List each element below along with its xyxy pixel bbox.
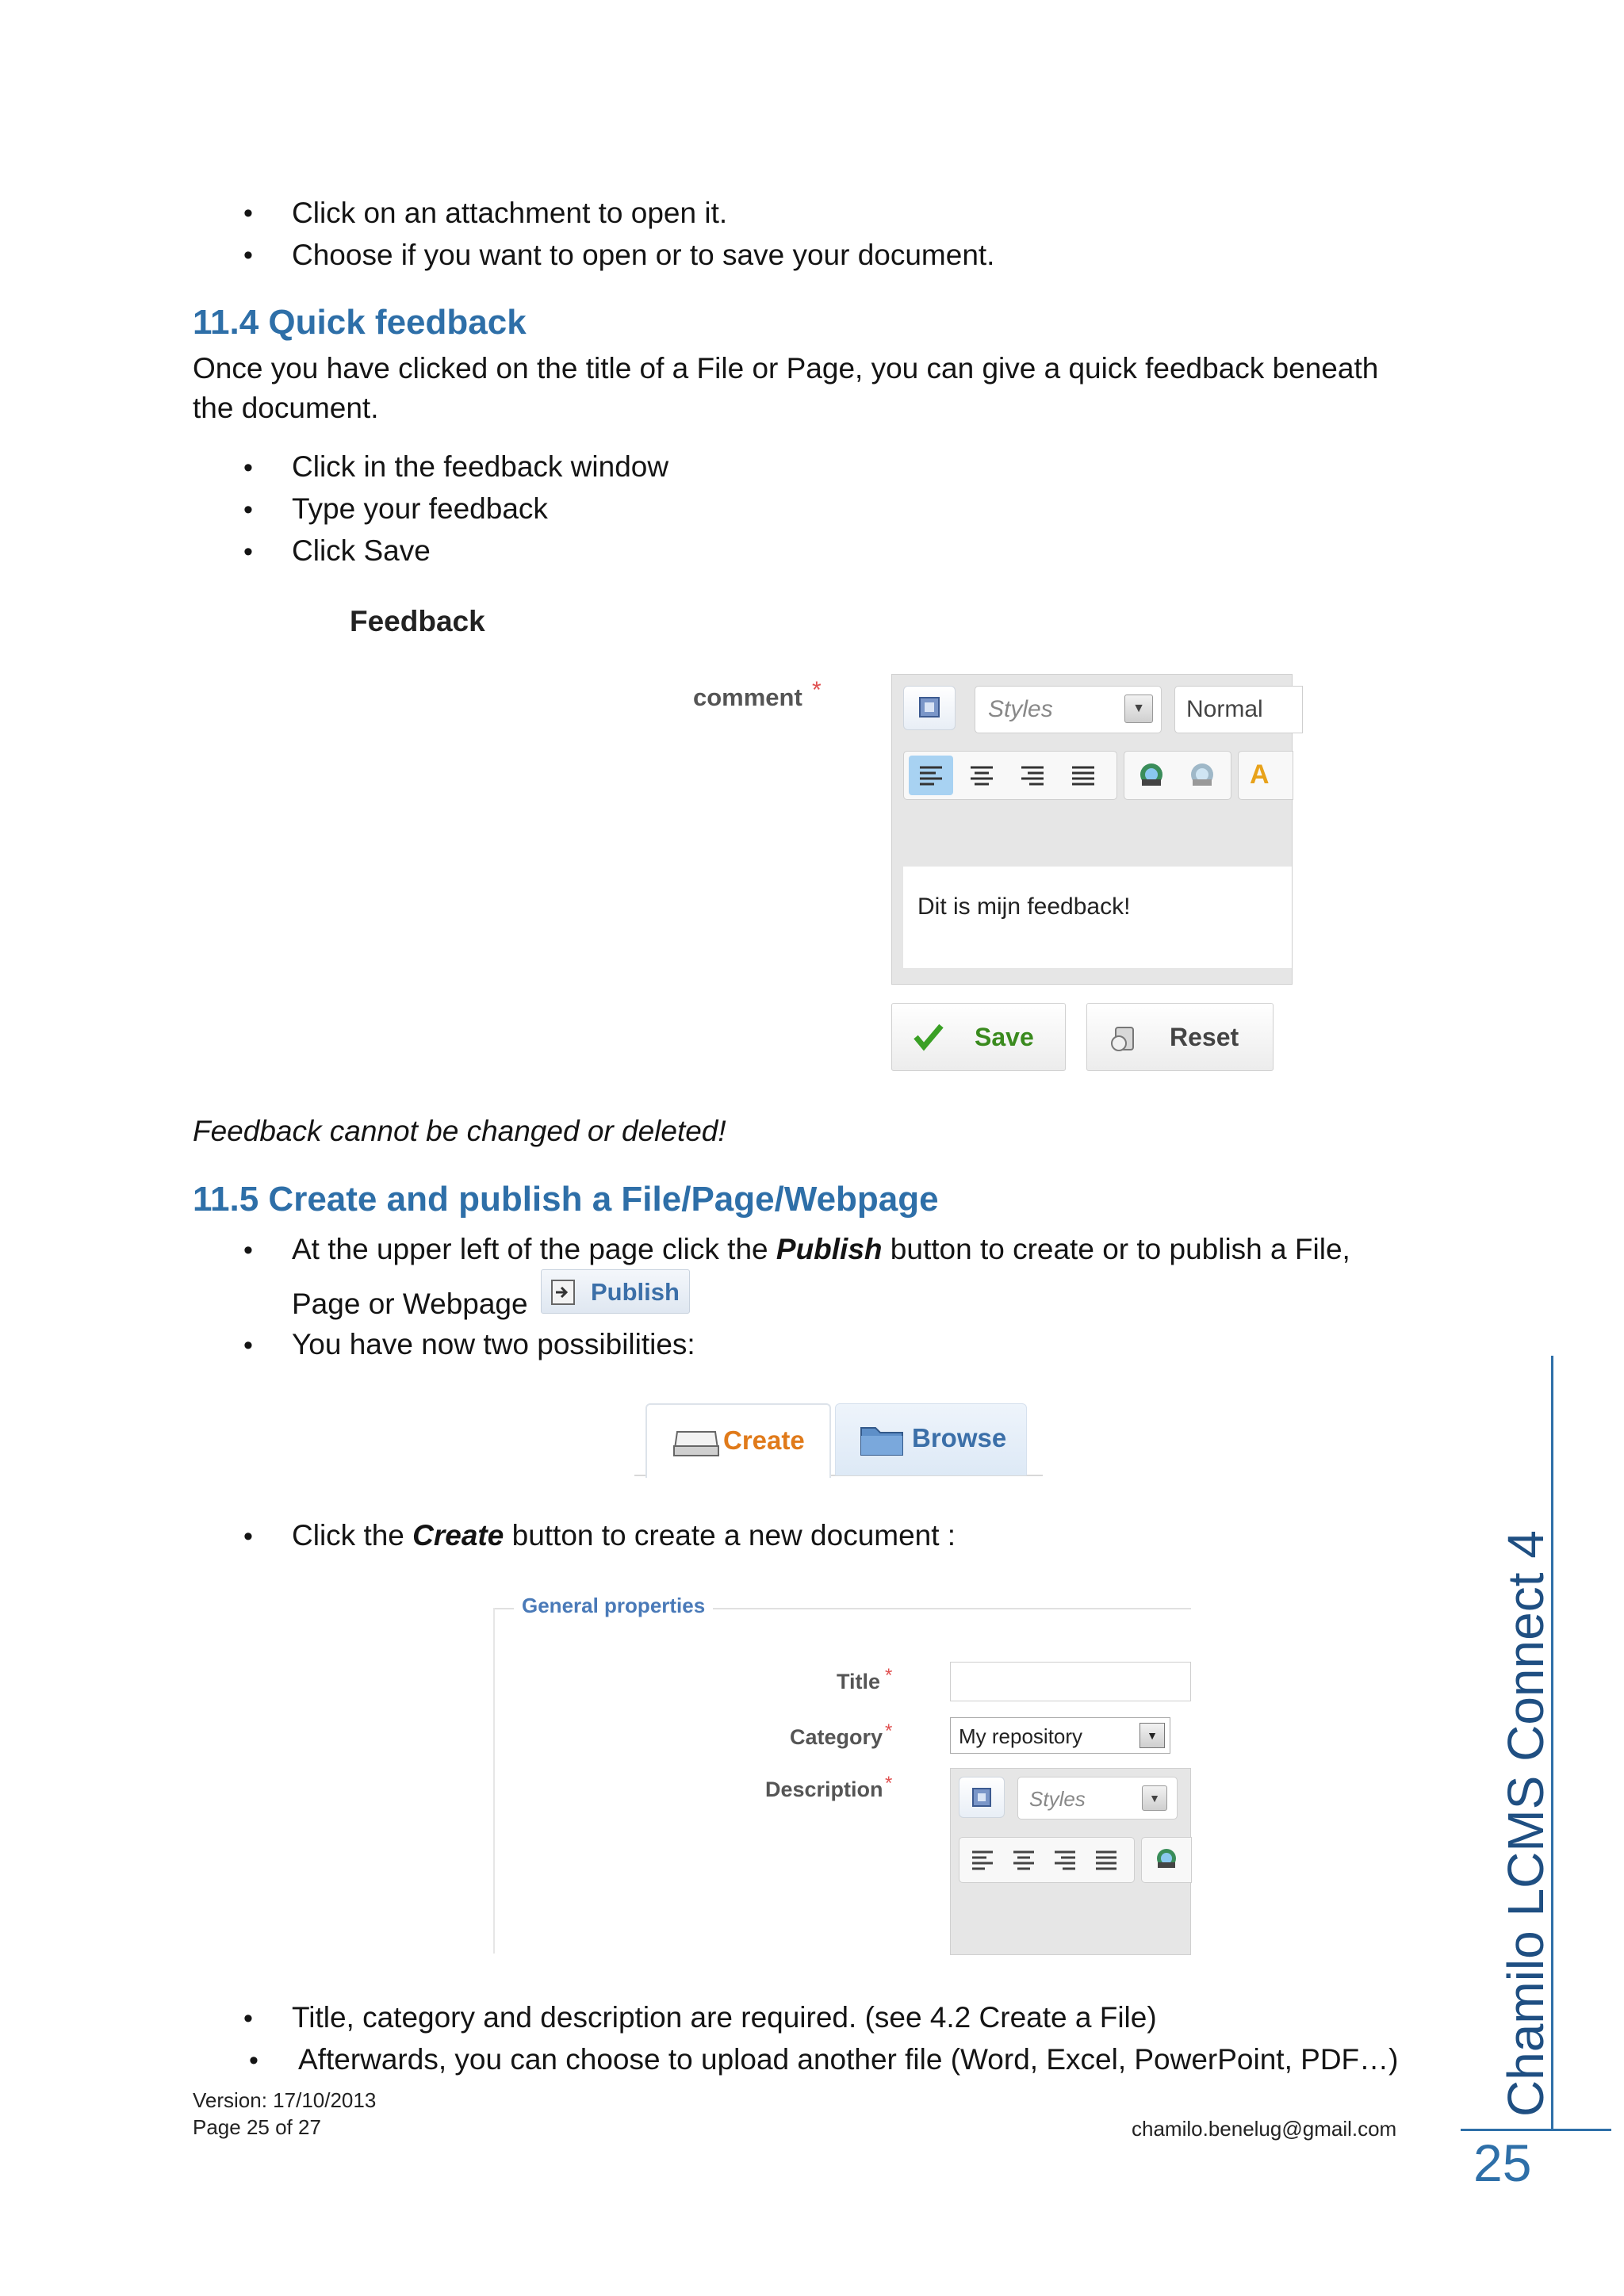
link-group bbox=[1141, 1837, 1192, 1883]
chevron-down-icon[interactable]: ▼ bbox=[1142, 1785, 1167, 1811]
format-value: Normal bbox=[1186, 696, 1263, 722]
tab-browse[interactable] bbox=[835, 1403, 1027, 1475]
align-justify-icon[interactable] bbox=[1061, 756, 1105, 795]
checkmark-icon bbox=[913, 1023, 944, 1051]
bullet-text: You have now two possibilities: bbox=[292, 1328, 695, 1360]
text-color-icon[interactable]: A bbox=[1250, 760, 1270, 790]
fieldset-border-left bbox=[493, 1608, 495, 1954]
category-label: Category bbox=[790, 1725, 883, 1749]
link-group bbox=[1124, 751, 1231, 800]
required-star: * bbox=[885, 1773, 893, 1794]
chevron-down-icon[interactable]: ▼ bbox=[1124, 695, 1153, 723]
publish-emphasis: Publish bbox=[776, 1233, 883, 1265]
format-dropdown[interactable] bbox=[1174, 686, 1303, 733]
source-button[interactable] bbox=[903, 686, 956, 730]
fieldset-legend: General properties bbox=[514, 1594, 713, 1618]
align-right-icon[interactable] bbox=[1045, 1841, 1085, 1877]
required-star: * bbox=[885, 1720, 893, 1742]
footer-email: chamilo.benelug@gmail.com bbox=[1132, 2117, 1397, 2141]
description-label: Description bbox=[765, 1777, 883, 1801]
reset-icon bbox=[1108, 1021, 1139, 1053]
required-star: * bbox=[812, 677, 822, 703]
tab-create-label: Create bbox=[723, 1425, 805, 1455]
drive-icon bbox=[672, 1425, 720, 1460]
reset-button[interactable] bbox=[1086, 1003, 1274, 1071]
paragraph-line: Once you have clicked on the title of a File or Page, you can give a quick feedback beneath bbox=[193, 352, 1379, 385]
category-select[interactable] bbox=[950, 1717, 1170, 1754]
editor-content-area[interactable] bbox=[903, 867, 1292, 968]
footer-page: Page 25 of 27 bbox=[193, 2115, 321, 2139]
bullet-text: Type your feedback bbox=[292, 492, 548, 525]
bullet-text: At the upper left of the page click the Publish button to create or to publish a File, bbox=[292, 1233, 1350, 1265]
bullet-text: Click the Create button to create a new document : bbox=[292, 1519, 956, 1552]
alignment-group bbox=[903, 751, 1117, 800]
publish-label: Publish bbox=[591, 1278, 680, 1306]
source-button[interactable] bbox=[959, 1777, 1005, 1818]
publish-button[interactable] bbox=[541, 1269, 690, 1314]
bullet-dot: • bbox=[243, 1235, 253, 1265]
styles-placeholder: Styles bbox=[988, 696, 1053, 722]
description-editor[interactable] bbox=[950, 1768, 1191, 1955]
bullet-dot: • bbox=[243, 537, 253, 567]
color-group bbox=[1238, 751, 1293, 800]
title-input[interactable] bbox=[950, 1662, 1191, 1701]
tab-create[interactable] bbox=[645, 1403, 831, 1478]
folder-icon bbox=[860, 1420, 904, 1456]
chevron-down-icon[interactable]: ▼ bbox=[1139, 1723, 1165, 1748]
source-icon bbox=[959, 1777, 1004, 1817]
warning-note: Feedback cannot be changed or deleted! bbox=[193, 1115, 726, 1147]
rich-text-editor[interactable] bbox=[891, 674, 1293, 985]
required-star: * bbox=[885, 1665, 893, 1686]
bullet-text: Title, category and description are required. (see 4.2 Create a File) bbox=[292, 2001, 1157, 2034]
editor-text: Dit is mijn feedback! bbox=[917, 894, 1131, 920]
link-icon[interactable] bbox=[1129, 756, 1174, 795]
save-label: Save bbox=[975, 1023, 1034, 1051]
align-justify-icon[interactable] bbox=[1086, 1841, 1126, 1877]
bullet-dot: • bbox=[243, 240, 253, 270]
title-label: Title bbox=[837, 1670, 881, 1693]
unlink-icon[interactable] bbox=[1180, 756, 1224, 795]
bullet-dot: • bbox=[243, 1330, 253, 1360]
footer-version: Version: 17/10/2013 bbox=[193, 2088, 377, 2112]
category-value: My repository bbox=[959, 1724, 1083, 1748]
section-heading: 11.5 Create and publish a File/Page/Webpage bbox=[193, 1180, 939, 1219]
bullet-dot: • bbox=[249, 2045, 259, 2076]
bullet-dot: • bbox=[243, 198, 253, 228]
align-left-icon[interactable] bbox=[963, 1841, 1002, 1877]
bullet-text: Click Save bbox=[292, 534, 431, 567]
page-number: 25 bbox=[1473, 2133, 1532, 2192]
side-title: Chamilo LCMS Connect 4 bbox=[1497, 1530, 1554, 2117]
side-rule-horizontal bbox=[1461, 2129, 1611, 2131]
publish-icon bbox=[550, 1278, 578, 1307]
align-center-icon[interactable] bbox=[959, 756, 1004, 795]
section-heading: 11.4 Quick feedback bbox=[193, 303, 527, 342]
align-center-icon[interactable] bbox=[1004, 1841, 1044, 1877]
tab-browse-label: Browse bbox=[912, 1423, 1007, 1452]
align-right-icon[interactable] bbox=[1010, 756, 1055, 795]
create-emphasis: Create bbox=[412, 1519, 504, 1552]
bullet-text-cont: Page or Webpage bbox=[292, 1288, 528, 1320]
styles-dropdown[interactable] bbox=[975, 686, 1162, 733]
alignment-group bbox=[959, 1837, 1135, 1883]
bullet-text: Click on an attachment to open it. bbox=[292, 197, 728, 229]
align-left-icon[interactable] bbox=[909, 756, 953, 795]
comment-label: comment bbox=[693, 683, 802, 711]
link-icon[interactable] bbox=[1147, 1841, 1186, 1877]
bullet-dot: • bbox=[243, 1521, 253, 1552]
bullet-text: Afterwards, you can choose to upload another file (Word, Excel, PowerPoint, PDF…) bbox=[298, 2043, 1399, 2076]
feedback-title: Feedback bbox=[350, 605, 485, 637]
reset-label: Reset bbox=[1170, 1023, 1239, 1051]
bullet-dot: • bbox=[243, 2003, 253, 2034]
bullet-dot: • bbox=[243, 495, 253, 525]
bullet-dot: • bbox=[243, 453, 253, 483]
bullet-text: Choose if you want to open or to save your document. bbox=[292, 239, 995, 271]
save-button[interactable] bbox=[891, 1003, 1066, 1071]
styles-dropdown[interactable] bbox=[1017, 1777, 1178, 1820]
paragraph-line: the document. bbox=[193, 392, 379, 424]
source-icon bbox=[904, 687, 955, 729]
styles-placeholder: Styles bbox=[1029, 1787, 1086, 1811]
bullet-text: Click in the feedback window bbox=[292, 450, 669, 483]
